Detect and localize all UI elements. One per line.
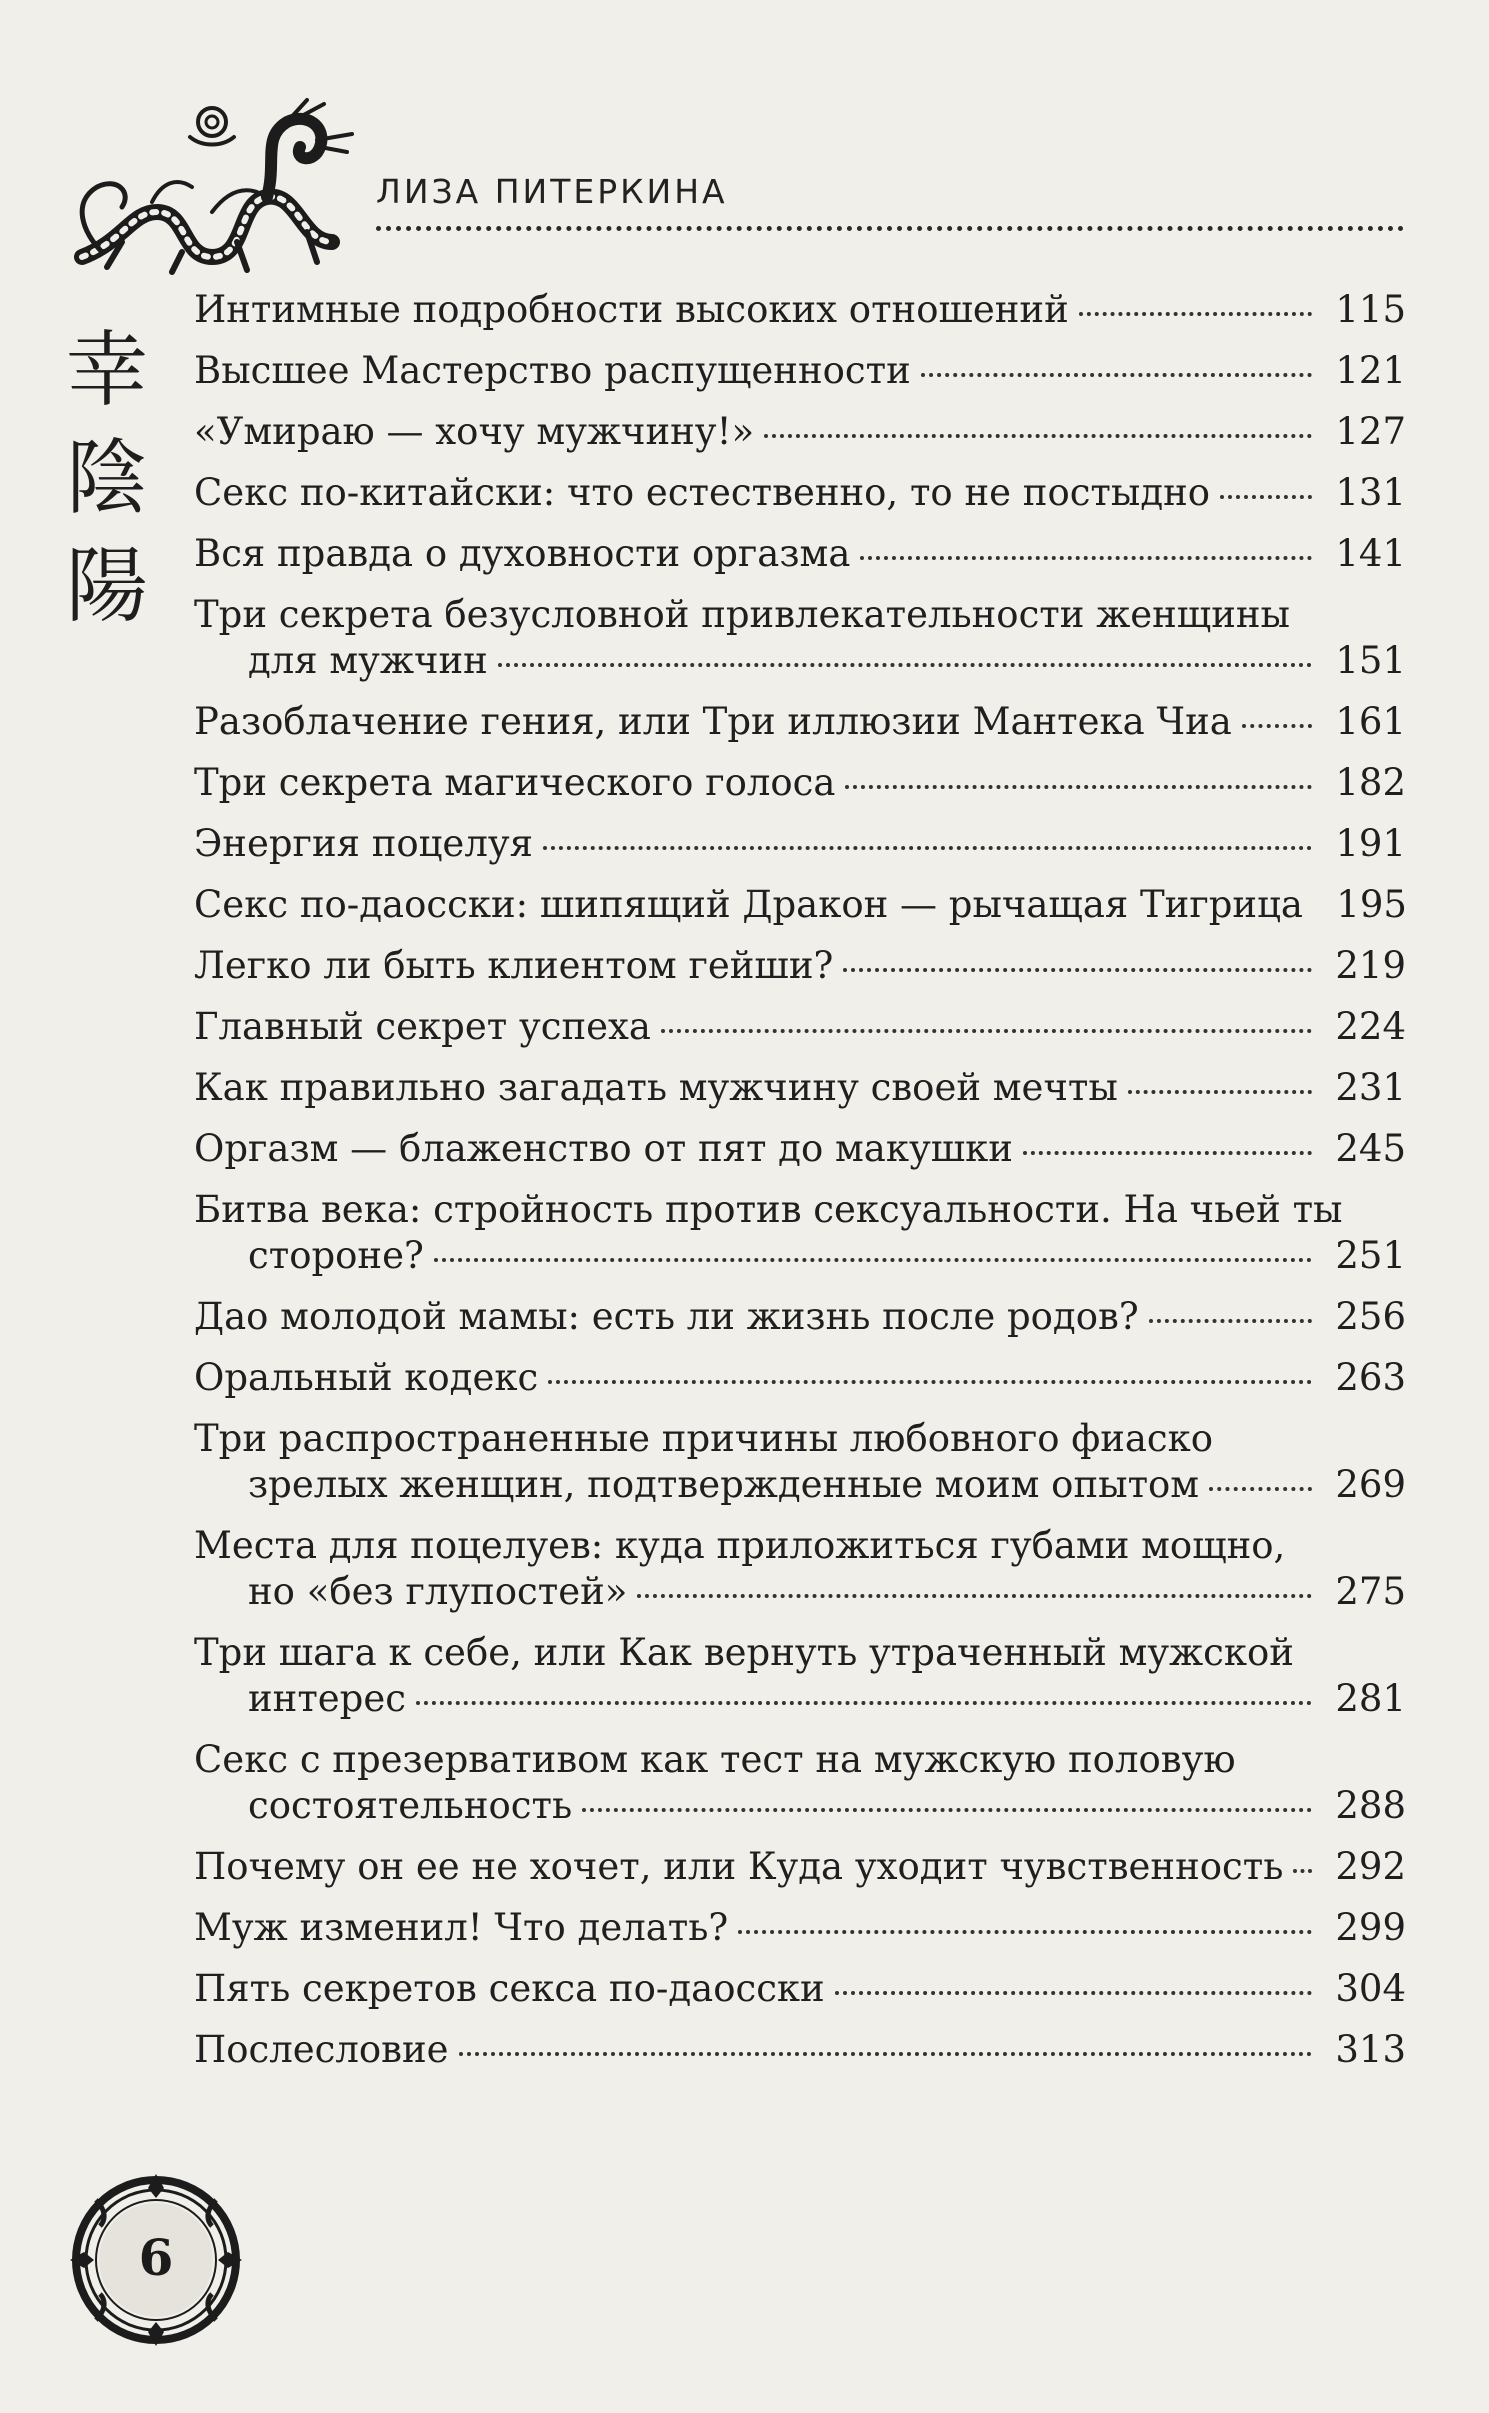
- toc-entry[interactable]: [194, 1187, 1406, 1279]
- toc-entry[interactable]: [194, 470, 1406, 516]
- dot-leader: [434, 1258, 1312, 1262]
- dot-leader: [1023, 1151, 1312, 1155]
- table-of-contents: [194, 287, 1406, 2088]
- dot-leader: [543, 846, 1312, 850]
- toc-title: Интимные подробности высоких отношений: [194, 288, 1069, 331]
- toc-title: Главный секрет успеха: [194, 1005, 651, 1048]
- toc-entry[interactable]: [194, 2027, 1406, 2073]
- toc-page-number: 313: [1335, 2028, 1406, 2071]
- toc-entry[interactable]: [194, 1523, 1406, 1615]
- dot-leader: [459, 2052, 1312, 2056]
- toc-title-continued: состоятельность: [248, 1784, 573, 1827]
- toc-page-number: 251: [1335, 1234, 1406, 1277]
- dot-leader: [1149, 1319, 1312, 1323]
- dot-leader: [1242, 724, 1312, 728]
- glyph-happiness: 幸: [65, 323, 148, 418]
- toc-title: Почему он ее не хочет, или Куда уходит чувственность: [194, 1845, 1284, 1888]
- dot-leader: [1128, 1090, 1312, 1094]
- toc-entry[interactable]: [194, 1126, 1406, 1172]
- dot-leader: [860, 556, 1312, 560]
- toc-page-number: 245: [1335, 1127, 1406, 1170]
- toc-entry[interactable]: [194, 287, 1406, 333]
- toc-title: Энергия поцелуя: [194, 822, 533, 865]
- dot-leader: [843, 968, 1312, 972]
- toc-page-number: 288: [1335, 1784, 1406, 1827]
- toc-title: Как правильно загадать мужчину своей мечты: [194, 1066, 1118, 1109]
- header-dotted-rule: [376, 226, 1404, 231]
- toc-page-number: 292: [1335, 1845, 1406, 1888]
- dot-leader: [921, 373, 1312, 377]
- toc-entry[interactable]: [194, 1737, 1406, 1829]
- toc-page-number: 195: [1336, 883, 1407, 926]
- dragon-icon: [62, 92, 362, 277]
- glyph-yang: 陽: [65, 539, 148, 634]
- toc-page-number: 219: [1335, 944, 1406, 987]
- toc-page-number: 231: [1335, 1066, 1406, 1109]
- toc-entry[interactable]: [194, 531, 1406, 577]
- toc-title-continued: интерес: [248, 1677, 406, 1720]
- toc-entry[interactable]: [194, 943, 1406, 989]
- toc-entry[interactable]: [194, 882, 1406, 928]
- dot-leader: [1079, 312, 1312, 316]
- toc-entry[interactable]: [194, 1065, 1406, 1111]
- toc-page-number: 269: [1335, 1463, 1406, 1506]
- toc-entry[interactable]: [194, 1630, 1406, 1722]
- toc-entry[interactable]: [194, 1294, 1406, 1340]
- toc-title: Высшее Мастерство распущенности: [194, 349, 911, 392]
- toc-entry[interactable]: [194, 409, 1406, 455]
- dot-leader: [637, 1594, 1312, 1598]
- toc-page-number: 141: [1335, 532, 1406, 575]
- vertical-glyphs: [62, 323, 152, 654]
- toc-page-number: 304: [1335, 1967, 1406, 2010]
- dot-leader: [548, 1380, 1312, 1384]
- toc-entry[interactable]: [194, 1966, 1406, 2012]
- toc-page-number: 224: [1335, 1005, 1406, 1048]
- toc-title: Легко ли быть клиентом гейши?: [194, 944, 834, 987]
- author-name: ЛИЗА ПИТЕРКИНА: [376, 172, 728, 211]
- toc-title: Послесловие: [194, 2028, 449, 2071]
- toc-title-continued: стороне?: [248, 1234, 424, 1277]
- toc-title-continued: но «без глупостей»: [248, 1570, 628, 1613]
- toc-page-number: 121: [1335, 349, 1406, 392]
- toc-page-number: 131: [1335, 471, 1406, 514]
- toc-title: Три шага к себе, или Как вернуть утраченный мужской: [194, 1631, 1294, 1674]
- dot-leader: [1293, 1869, 1312, 1873]
- toc-entry[interactable]: [194, 592, 1406, 684]
- toc-title: Битва века: стройность против сексуальности. На чьей ты: [194, 1188, 1343, 1231]
- toc-page-number: 281: [1335, 1677, 1406, 1720]
- dot-leader: [1209, 1487, 1312, 1491]
- toc-title: «Умираю — хочу мужчину!»: [194, 410, 755, 453]
- toc-title: Муж изменил! Что делать?: [194, 1906, 729, 1949]
- toc-page-number: 263: [1335, 1356, 1406, 1399]
- toc-title-continued: зрелых женщин, подтвержденные моим опытом: [248, 1463, 1200, 1506]
- toc-entry[interactable]: [194, 1416, 1406, 1508]
- toc-title: Оральный кодекс: [194, 1356, 539, 1399]
- toc-page-number: 161: [1335, 700, 1406, 743]
- toc-title: Секс по-китайски: что естественно, то не постыдно: [194, 471, 1211, 514]
- toc-title: Дао молодой мамы: есть ли жизнь после родов?: [194, 1295, 1139, 1338]
- toc-entry[interactable]: [194, 1355, 1406, 1401]
- toc-entry[interactable]: [194, 699, 1406, 745]
- toc-title: Секс с презервативом как тест на мужскую половую: [194, 1738, 1236, 1781]
- toc-title: Три распространенные причины любовного фиаско: [194, 1417, 1214, 1460]
- toc-entry[interactable]: [194, 1844, 1406, 1890]
- toc-page-number: 299: [1335, 1906, 1406, 1949]
- glyph-yin: 陰: [65, 431, 148, 526]
- toc-title: Вся правда о духовности оргазма: [194, 532, 851, 575]
- toc-page-number: 256: [1335, 1295, 1406, 1338]
- toc-page-number: 127: [1335, 410, 1406, 453]
- dot-leader: [498, 663, 1312, 667]
- toc-title: Оргазм — блаженство от пят до макушки: [194, 1127, 1013, 1170]
- dot-leader: [1220, 495, 1312, 499]
- dot-leader: [661, 1029, 1312, 1033]
- dot-leader: [845, 785, 1312, 789]
- page-number: 6: [138, 2228, 174, 2287]
- dot-leader: [738, 1930, 1312, 1934]
- dot-leader: [416, 1701, 1312, 1705]
- toc-entry[interactable]: [194, 821, 1406, 867]
- toc-title: Пять секретов секса по-даосски: [194, 1967, 825, 2010]
- toc-entry[interactable]: [194, 1004, 1406, 1050]
- toc-page-number: 115: [1335, 288, 1406, 331]
- dot-leader: [835, 1991, 1312, 1995]
- dot-leader: [582, 1808, 1312, 1812]
- toc-title: Три секрета магического голоса: [194, 761, 836, 804]
- toc-page-number: 191: [1335, 822, 1406, 865]
- toc-entry[interactable]: [194, 1905, 1406, 1951]
- toc-entry[interactable]: [194, 760, 1406, 806]
- dot-leader: [764, 434, 1312, 438]
- toc-title: Три секрета безусловной привлекательности женщины: [194, 593, 1290, 636]
- toc-page-number: 151: [1335, 639, 1406, 682]
- toc-title: Секс по-даосски: шипящий Дракон — рычащая Тигрица: [194, 883, 1303, 926]
- toc-page-number: 275: [1335, 1570, 1406, 1613]
- toc-title-continued: для мужчин: [248, 639, 488, 682]
- toc-page-number: 182: [1335, 761, 1406, 804]
- toc-title: Разоблачение гения, или Три иллюзии Мантека Чиа: [194, 700, 1232, 743]
- toc-entry[interactable]: [194, 348, 1406, 394]
- toc-title: Места для поцелуев: куда приложиться губами мощно,: [194, 1524, 1286, 1567]
